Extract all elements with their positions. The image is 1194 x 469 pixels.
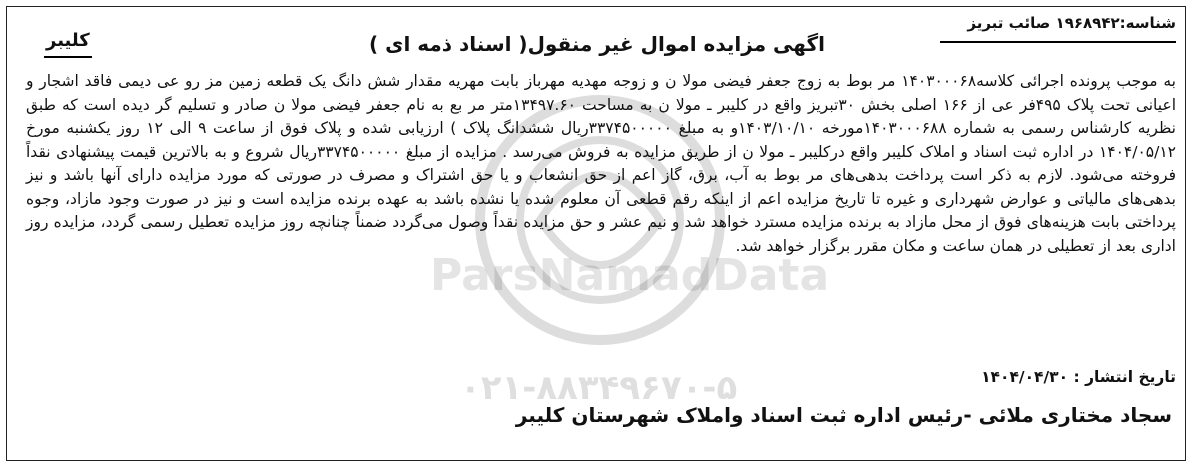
watermark-phone: ۰۲۱-۸۸۳۴۹۶۷۰-۵ — [460, 368, 738, 408]
watermark-brand: ParsNamadData — [430, 250, 830, 301]
signature-line: سجاد مختاری ملائی -رئیس اداره ثبت اسناد واملاک شهرستان کلیبر — [515, 403, 1172, 427]
publisher-name: صائب تبریز — [967, 14, 1051, 32]
notice-id-line — [967, 14, 1176, 32]
notice-title: اگهی مزایده اموال غیر منقول( اسناد ذمه ای ) — [369, 32, 825, 56]
body-paragraph: به موجب پرونده اجرائی کلاسه۱۴۰۳۰۰۰۶۸ مر بوط به زوج جعفر فیضی مولا ن و زوجه مهدیه مهرباز بابت مهریه مقدار شش دانگ یک قطعه زمین مز رو عی دیمی فاقد اشجار و اعیانی تحت پلاک ۴۹۵فر عی از ۱۶۶ اصلی بخش ۳۰تبریز واقع در کلیبر ـ مولا ن به مساحت ۱۳۴۹۷.۶۰متر مر بع به نام جعفر فیضی مولا ن صادر و تسلیم گر دیده است که طبق نظریه کارشناس رسمی به شماره ۱۴۰۳۰۰۰۶۸۸مورخه ۱۴۰۳/۱۰/۱۰و به مبلغ ۳۳۷۴۵۰۰۰۰۰ریال ششدانگ پلاک ) ارزیابی شده و پلاک فوق از ساعت ۹ الی ۱۲ روز یکشنبه مورخ ۱۴۰۴/۰۵/۱۲ در اداره ثبت اسناد و املاک کلیبر واقع درکلیبر ـ مولا ن از طریق مزایده به فروش می‌رسد . مزایده از مبلغ ۳۳۷۴۵۰۰۰۰۰ریال شروع و به بالاترین قیمت پیشنهادی نقداً فروخته می‌شود. لازم به ذکر است پرداخت بدهی‌های مر بوط به آب، برق، گاز اعم از حق انشعاب و یا حق اشتراک و مصرف در صورتی که مورد مزایده دارای آنها باشد و نیز بدهی‌های مالیاتی و عوارض شهرداری و غیره تا تاریخ مزایده اعم از اینکه رقم قطعی آن معلوم شده یا نشده باشد به عهده برنده مزایده است و نیز در صورت وجود مازاد، وجوه پرداختی بابت هزینه‌های فوق از محل مازاد به برنده مزایده مسترد خواهد شد و نیم عشر و حق مزایده نقداً وصول می‌گردد ضمناً چنانچه روز مزایده تعطیل رسمی گردد، مزایده روز اداری بعد از تعطیلی در همان ساعت و مکان مقرر برگزار خواهد شد. — [26, 72, 1177, 255]
city-underline — [44, 56, 92, 58]
city-text: کلیبر — [46, 30, 90, 51]
notice-id: شناسه:۱۹۶۸۹۴۲ — [1055, 14, 1176, 32]
notice-body — [26, 70, 1176, 258]
publication-date: تاریخ انتشار : ۱۴۰۴/۰۴/۳۰ — [981, 368, 1176, 386]
